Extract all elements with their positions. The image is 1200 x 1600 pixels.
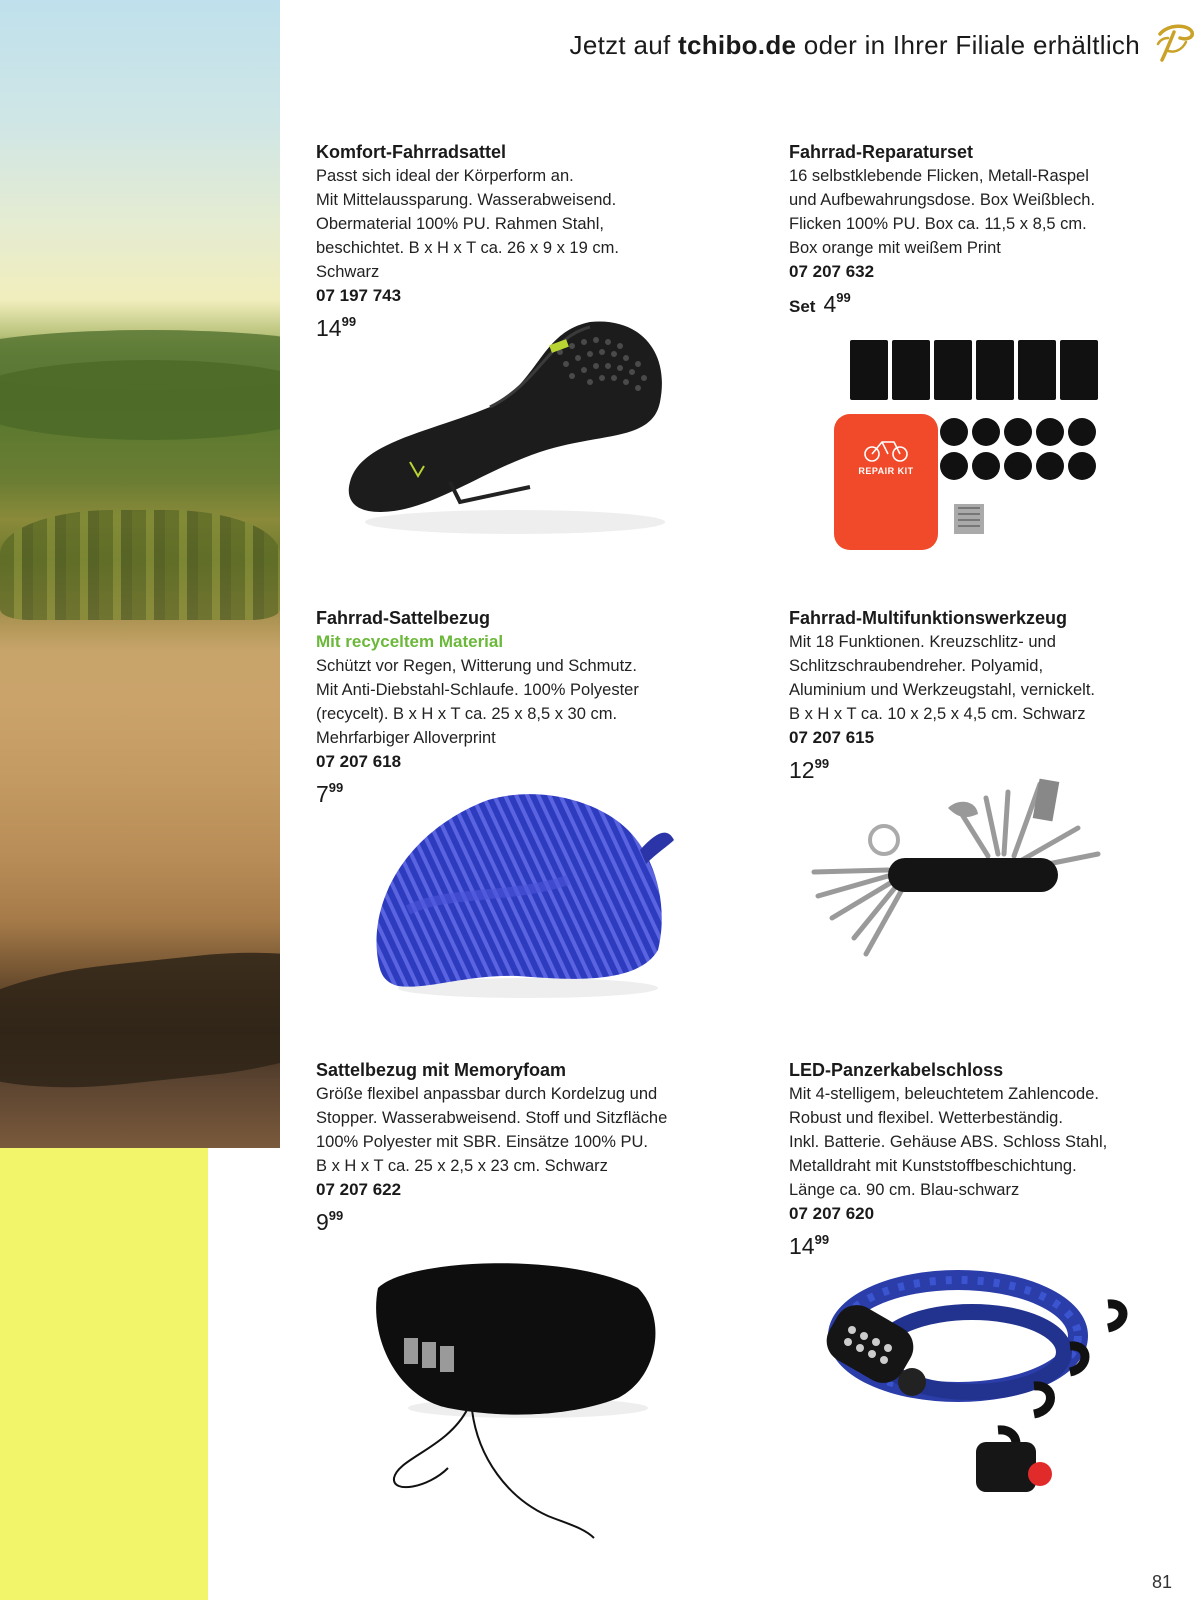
product-description: Mit 18 Funktionen. Kreuzschlitz- und Schlitzschraubendreher. Polyamid, Aluminium und Werkzeugstahl, vernickelt. B x H x T ca. 10 x 2,5 x 4,5 cm. Schwarz: [789, 633, 1095, 723]
product-code: 07 207 615: [789, 728, 875, 747]
product-name: Sattelbezug mit Memoryfoam: [316, 1060, 567, 1080]
page-number: 81: [1151, 1572, 1172, 1592]
price-cents: 99: [341, 314, 357, 329]
price-cents: 99: [328, 780, 344, 795]
price-cents: 99: [328, 1208, 344, 1223]
product-name: LED-Panzerkabelschloss: [789, 1060, 1004, 1080]
header-site-link[interactable]: tchibo.de: [678, 30, 797, 60]
bushes: [0, 510, 280, 620]
product-name: Fahrrad-Sattelbezug: [316, 608, 491, 628]
product-description: Passt sich ideal der Körperform an. Mit Mittelaussparung. Wasserabweisend. Obermaterial 100% PU. Rahmen Stahl, beschichtet. B x H x T ca. 26 x 9 x 19 cm. Schwarz: [316, 167, 619, 281]
product-price: [316, 1208, 736, 1240]
price-main: 7: [316, 781, 329, 807]
product-code: 07 197 743: [316, 286, 402, 305]
price-cents: 99: [836, 290, 851, 305]
price-cents: 99: [814, 1232, 830, 1247]
bike-saddle-image: [340, 312, 690, 542]
price-main: 4: [823, 291, 837, 317]
product-description: 16 selbstklebende Flicken, Metall-Raspel und Aufbewahrungsdose. Box Weißblech. Flicken 100% PU. Box ca. 11,5 x 8,5 cm. Box orange mit weißem Print: [789, 167, 1096, 257]
product-led-panzerkabelschloss: [789, 1058, 1200, 1264]
hill: [0, 360, 280, 440]
yellow-accent-block: [0, 1148, 208, 1600]
product-code: 07 207 622: [316, 1180, 402, 1199]
product-description: Größe flexibel anpassbar durch Kordelzug und Stopper. Wasserabweisend. Stoff und Sitzfläche 100% Polyester mit SBR. Einsätze 100% PU. B x H x T ca. 25 x 2,5 x 23 cm. Schwarz: [316, 1085, 668, 1175]
price-prefix: Set: [789, 297, 816, 316]
product-price: [789, 1232, 1200, 1264]
product-fahrrad-reparaturset: [789, 140, 1200, 322]
product-name: Fahrrad-Multifunktionswerkzeug: [789, 608, 1068, 628]
price-main: 12: [789, 757, 815, 783]
price-main: 14: [789, 1233, 815, 1259]
product-code: 07 207 632: [789, 262, 875, 281]
header-prefix: Jetzt auf: [569, 30, 679, 60]
price-main: 14: [316, 315, 342, 341]
repair-kit-label: REPAIR KIT: [858, 466, 914, 476]
product-name: Fahrrad-Reparaturset: [789, 142, 974, 162]
recycled-material-tag: Mit recyceltem Material: [316, 632, 504, 651]
product-code: 07 207 620: [789, 1204, 875, 1223]
header-suffix: oder in Ihrer Filiale erhältlich: [796, 30, 1140, 60]
tchibo-logo-icon: [1152, 20, 1196, 64]
product-code: 07 207 618: [316, 752, 402, 771]
product-description: Mit 4-stelligem, beleuchtetem Zahlencode. Robust und flexibel. Wetterbeständig. Inkl. Batterie. Gehäuse ABS. Schloss Stahl, Metalldraht mit Kunststoffbeschichtung. Länge ca. 90 cm. Blau-schwarz: [789, 1085, 1108, 1199]
product-name: Komfort-Fahrradsattel: [316, 142, 507, 162]
product-fahrrad-sattelbezug: [316, 606, 736, 812]
dirt-track: [0, 938, 280, 1101]
product-description: Schützt vor Regen, Witterung und Schmutz. Mit Anti-Diebstahl-Schlaufe. 100% Polyester (recycelt). B x H x T ca. 25 x 8,5 x 30 cm. Mehrfarbiger Alloverprint: [316, 657, 639, 747]
price-main: 9: [316, 1209, 329, 1235]
product-sattelbezug-memoryfoam: [316, 1058, 736, 1240]
availability-header: [570, 30, 1140, 61]
product-price: [789, 290, 1200, 322]
cable-lock-image: [808, 1264, 1158, 1534]
saddle-cover-image: [368, 790, 688, 1000]
multitool-image: [808, 778, 1118, 964]
product-fahrrad-multifunktionswerkzeug: [789, 606, 1200, 788]
landscape-photo: [0, 0, 280, 1148]
price-cents: 99: [814, 756, 830, 771]
repair-kit-image: [832, 336, 1102, 556]
memoryfoam-cover-image: [368, 1258, 668, 1558]
